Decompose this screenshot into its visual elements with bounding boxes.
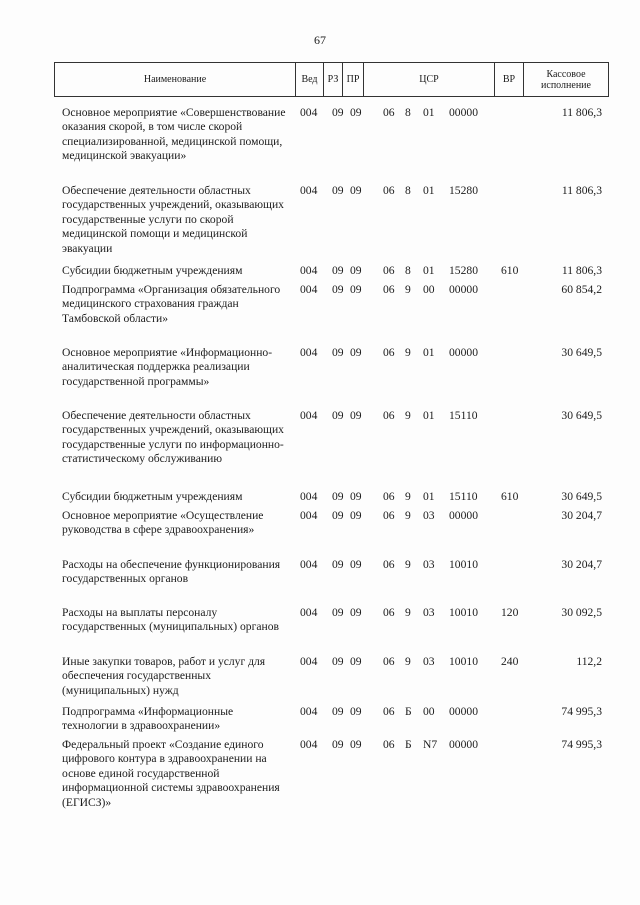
row-pr: 09 <box>350 184 362 197</box>
row-rz: 09 <box>332 106 344 119</box>
row-ved: 004 <box>300 655 318 668</box>
row-csr-event: 01 <box>423 184 435 197</box>
row-ved: 004 <box>300 490 318 503</box>
row-csr-event: 01 <box>423 346 435 359</box>
row-csr-subprogram: Б <box>405 738 412 751</box>
row-csr-subprogram: 9 <box>405 606 411 619</box>
row-sum: 30 204,7 <box>561 509 602 522</box>
row-ved: 004 <box>300 283 318 296</box>
row-rz: 09 <box>332 558 344 571</box>
row-csr-program: 06 <box>383 264 395 277</box>
row-csr-event: 01 <box>423 490 435 503</box>
row-pr: 09 <box>350 346 362 359</box>
row-rz: 09 <box>332 738 344 751</box>
row-csr-program: 06 <box>383 106 395 119</box>
row-pr: 09 <box>350 264 362 277</box>
row-csr-program: 06 <box>383 346 395 359</box>
row-csr-direction: 15110 <box>449 490 478 503</box>
row-ved: 004 <box>300 705 318 718</box>
table-header <box>54 62 609 97</box>
row-rz: 09 <box>332 606 344 619</box>
row-name: Подпрограмма «Организация обязательного медицинского страхования граждан Тамбовской области» <box>62 283 281 325</box>
row-name: Иные закупки товаров, работ и услуг для обеспечения государственных (муниципальных) нужд <box>62 655 266 697</box>
row-csr-program: 06 <box>383 283 395 296</box>
page-number: 67 <box>314 33 326 47</box>
header-name: Наименование <box>143 74 207 85</box>
header-vr: ВР <box>502 74 516 85</box>
row-csr-program: 06 <box>383 705 395 718</box>
header-kass <box>524 63 608 96</box>
row-csr-event: 01 <box>423 264 435 277</box>
row-csr-direction: 15280 <box>449 184 478 197</box>
row-csr-direction: 00000 <box>449 705 478 718</box>
row-sum: 30 649,5 <box>561 346 602 359</box>
row-csr-event: 03 <box>423 558 435 571</box>
row-csr-subprogram: 9 <box>405 509 411 522</box>
row-rz: 09 <box>332 490 344 503</box>
row-csr-program: 06 <box>383 184 395 197</box>
row-pr: 09 <box>350 106 362 119</box>
row-vr: 610 <box>501 264 519 277</box>
row-ved: 004 <box>300 509 318 522</box>
row-csr-direction: 10010 <box>449 655 478 668</box>
row-sum: 30 649,5 <box>561 490 602 503</box>
row-ved: 004 <box>300 346 318 359</box>
row-name: Расходы на выплаты персоналу государственных (муниципальных) органов <box>62 606 279 634</box>
header-ved: Вед <box>301 74 318 85</box>
row-name: Расходы на обеспечение функционирования государственных органов <box>62 558 281 586</box>
row-csr-program: 06 <box>383 490 395 503</box>
row-csr-program: 06 <box>383 558 395 571</box>
row-csr-direction: 10010 <box>449 558 478 571</box>
row-rz: 09 <box>332 705 344 718</box>
row-csr-event: 03 <box>423 509 435 522</box>
row-name: Основное мероприятие «Информационно-аналитическая поддержка реализации государственной программы» <box>62 346 273 388</box>
row-name: Субсидии бюджетным учреждениям <box>62 264 243 277</box>
row-csr-event: 01 <box>423 106 435 119</box>
row-csr-direction: 00000 <box>449 106 478 119</box>
row-csr-program: 06 <box>383 509 395 522</box>
row-pr: 09 <box>350 705 362 718</box>
row-sum: 11 806,3 <box>561 106 602 119</box>
row-csr-subprogram: 9 <box>405 558 411 571</box>
row-name: Подпрограмма «Информационные технологии в здравоохранении» <box>62 705 234 733</box>
row-name: Обеспечение деятельности областных государственных учреждений, оказывающих государственные услуги по скорой медицинской помощи и медицинской эвакуации <box>62 184 284 255</box>
row-csr-direction: 10010 <box>449 606 478 619</box>
row-csr-subprogram: 9 <box>405 490 411 503</box>
row-ved: 004 <box>300 184 318 197</box>
row-rz: 09 <box>332 655 344 668</box>
row-csr-event: 00 <box>423 283 435 296</box>
row-pr: 09 <box>350 655 362 668</box>
row-vr: 240 <box>501 655 519 668</box>
row-sum: 60 854,2 <box>561 283 602 296</box>
row-rz: 09 <box>332 283 344 296</box>
row-csr-event: 03 <box>423 655 435 668</box>
row-sum: 30 092,5 <box>561 606 602 619</box>
row-csr-subprogram: 8 <box>405 106 411 119</box>
row-csr-direction: 00000 <box>449 738 478 751</box>
row-name: Основное мероприятие «Совершенствование оказания скорой, в том числе скорой специализированной, медицинской помощи, медицинской эвакуации» <box>62 106 286 163</box>
row-vr: 120 <box>501 606 519 619</box>
row-pr: 09 <box>350 738 362 751</box>
row-csr-subprogram: Б <box>405 705 412 718</box>
row-csr-subprogram: 9 <box>405 655 411 668</box>
row-name: Обеспечение деятельности областных государственных учреждений, оказывающих государственные услуги по информационно-статистическому обслуживанию <box>62 409 284 466</box>
row-csr-subprogram: 8 <box>405 184 411 197</box>
row-csr-subprogram: 8 <box>405 264 411 277</box>
row-ved: 004 <box>300 409 318 422</box>
header-kass-line2: исполнение <box>541 79 591 91</box>
row-csr-subprogram: 9 <box>405 409 411 422</box>
row-vr: 610 <box>501 490 519 503</box>
row-sum: 74 995,3 <box>561 738 602 751</box>
row-ved: 004 <box>300 106 318 119</box>
row-name: Субсидии бюджетным учреждениям <box>62 490 243 503</box>
row-csr-direction: 00000 <box>449 346 478 359</box>
row-csr-event: 00 <box>423 705 435 718</box>
row-sum: 30 649,5 <box>561 409 602 422</box>
row-pr: 09 <box>350 490 362 503</box>
row-name: Федеральный проект «Создание единого цифрового контура в здравоохранении на основе единой государственной информационной системы здравоохранения (ЕГИСЗ)» <box>62 738 280 809</box>
row-ved: 004 <box>300 558 318 571</box>
header-rz: РЗ <box>327 74 339 85</box>
row-pr: 09 <box>350 409 362 422</box>
row-pr: 09 <box>350 509 362 522</box>
row-ved: 004 <box>300 738 318 751</box>
row-csr-event: N7 <box>423 738 438 751</box>
row-ved: 004 <box>300 606 318 619</box>
row-sum: 11 806,3 <box>561 184 602 197</box>
header-csr: ЦСР <box>419 74 439 85</box>
row-rz: 09 <box>332 264 344 277</box>
row-name: Основное мероприятие «Осуществление руководства в сфере здравоохранения» <box>62 509 264 537</box>
row-csr-program: 06 <box>383 606 395 619</box>
row-pr: 09 <box>350 283 362 296</box>
row-ved: 004 <box>300 264 318 277</box>
row-pr: 09 <box>350 558 362 571</box>
row-csr-program: 06 <box>383 409 395 422</box>
row-csr-program: 06 <box>383 738 395 751</box>
row-pr: 09 <box>350 606 362 619</box>
row-csr-program: 06 <box>383 655 395 668</box>
row-csr-direction: 00000 <box>449 283 478 296</box>
row-sum: 112,2 <box>576 655 602 668</box>
row-rz: 09 <box>332 509 344 522</box>
row-sum: 30 204,7 <box>561 558 602 571</box>
row-csr-direction: 00000 <box>449 509 478 522</box>
row-csr-direction: 15110 <box>449 409 478 422</box>
row-sum: 11 806,3 <box>561 264 602 277</box>
row-rz: 09 <box>332 409 344 422</box>
header-kass-line1: Кассовое <box>546 68 586 80</box>
row-rz: 09 <box>332 346 344 359</box>
row-csr-subprogram: 9 <box>405 346 411 359</box>
row-sum: 74 995,3 <box>561 705 602 718</box>
row-csr-direction: 15280 <box>449 264 478 277</box>
row-csr-subprogram: 9 <box>405 283 411 296</box>
row-csr-event: 03 <box>423 606 435 619</box>
header-pr: ПР <box>346 74 360 85</box>
row-rz: 09 <box>332 184 344 197</box>
row-csr-event: 01 <box>423 409 435 422</box>
